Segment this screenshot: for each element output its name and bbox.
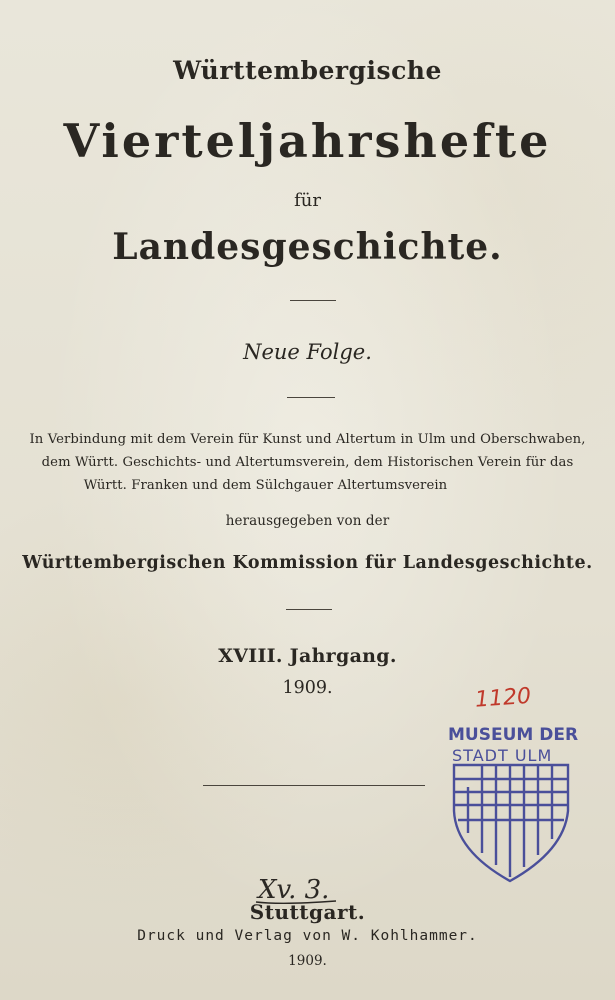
volume-year: 1909. xyxy=(282,678,333,698)
cooperation-line-2: dem Württ. Geschichts- und Altertumsverein, dem Historischen Verein für das xyxy=(41,455,574,470)
svg-text:1120: 1120 xyxy=(474,683,532,713)
series-subtitle: Neue Folge. xyxy=(243,340,372,364)
title-line-4: Landesgeschichte. xyxy=(112,226,503,268)
title-line-3: für xyxy=(294,190,321,211)
editor-intro: herausgegeben von der xyxy=(225,513,390,529)
volume-label: XVIII. Jahrgang. xyxy=(218,645,397,667)
imprint-place: Stuttgart. xyxy=(249,900,366,924)
title-line-2: Vierteljahrshefte xyxy=(63,114,552,168)
divider-3 xyxy=(286,609,332,610)
imprint-year: 1909. xyxy=(288,953,327,969)
museum-stamp xyxy=(440,683,580,893)
title-line-1: Württembergische xyxy=(173,56,442,85)
cooperation-line-1: In Verbindung mit dem Verein für Kunst und Altertum in Ulm und Oberschwaben, xyxy=(29,432,586,447)
divider-4 xyxy=(203,785,425,786)
editor-name: Württembergischen Kommission für Landesgeschichte. xyxy=(22,553,593,573)
imprint-publisher: Druck und Verlag von W. Kohlhammer. xyxy=(137,928,478,944)
svg-text:Xv. 3.: Xv. 3. xyxy=(258,875,330,905)
divider-1 xyxy=(290,300,336,301)
cooperation-line-3: Württ. Franken und dem Sülchgauer Altertumsverein xyxy=(83,478,448,493)
svg-text:STADT ULM: STADT ULM xyxy=(452,746,553,765)
divider-2 xyxy=(287,397,335,398)
svg-text:MUSEUM DER: MUSEUM DER xyxy=(448,725,579,745)
